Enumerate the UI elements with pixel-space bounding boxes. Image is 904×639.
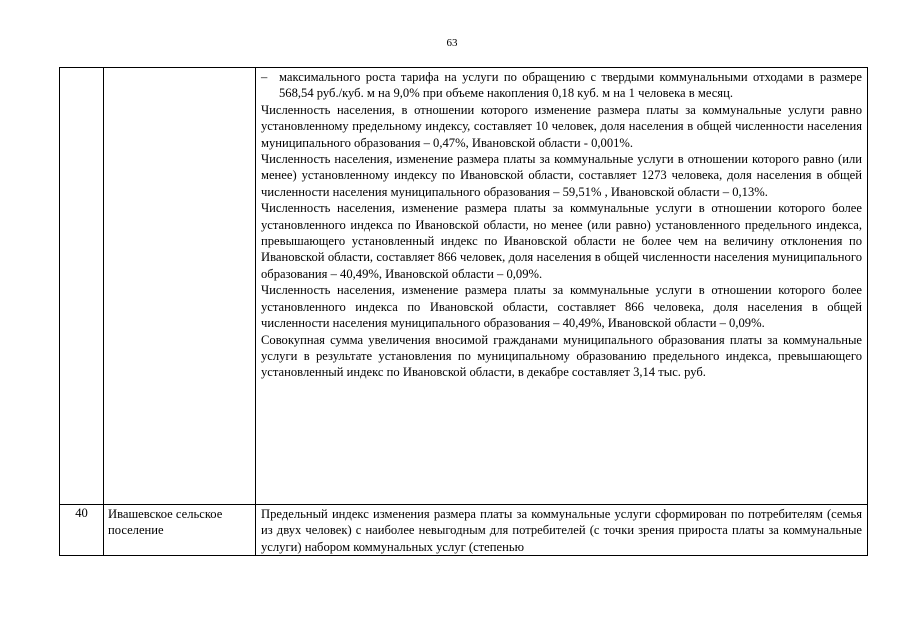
paragraph: Численность населения, изменение размера платы за коммунальные услуги в отношении которого более установленного индекса по Ивановской области, но менее (или равно) установленного предельного индекса, превышающего установленный индекс по Ивановской области не более чем на величину отклонения по Ивановской области, составляет 866 человек, доля населения в общей численности населения муниципального образования – 40,49%, Ивановской области – 0,09%. (261, 201, 862, 281)
paragraph: Предельный индекс изменения размера платы за коммунальные услуги сформирован по потребителям (семья из двух человек) с наиболее невыгодным для потребителей (с точки зрения прироста платы за коммунальные услуги) набором коммунальных услуг (степенью (261, 507, 862, 554)
description-cell (256, 505, 868, 556)
municipality-name-cell: Ивашевское сельское поселение (104, 505, 256, 556)
paragraph: Численность населения, в отношении которого изменение размера платы за коммунальные услуги равно установленному предельному индексу, составляет 10 человек, доля населения в общей численности населения муниципального образования – 0,47%, Ивановской области - 0,001%. (261, 102, 862, 150)
paragraph: Численность населения, изменение размера платы за коммунальные услуги в отношении которого равно (или менее) установленному индексу по Ивановской области, составляет 1273 человека, доля населения в общей численности населения муниципального образования – 59,51% , Ивановской области – 0,13%. (261, 152, 862, 199)
bullet-text: максимального роста тарифа на услуги по обращению с твердыми коммунальными отходами в размере 568,54 руб./куб. м на 9,0% при объеме накопления 0,18 куб. м на 1 человека в месяц. (279, 70, 862, 101)
table-row (60, 68, 868, 505)
bullet-item (261, 69, 862, 102)
paragraph: Совокупная сумма увеличения вносимой гражданами муниципального образования платы за коммунальные услуги в результате установления по муниципальному образованию предельного индекса, превышающего установленный индекс по Ивановской области, в декабре составляет 3,14 тыс. руб. (261, 332, 862, 380)
municipality-name-cell (104, 68, 256, 505)
row-number-cell: 40 (60, 505, 104, 556)
page-number: 63 (446, 37, 458, 49)
description-cell (256, 68, 868, 505)
paragraph: Численность населения, изменение размера платы за коммунальные услуги в отношении которого более установленного индекса по Ивановской области, составляет 866 человека, доля населения в общей численности населения муниципального образования – 40,49%, Ивановской области – 0,09%. (261, 283, 862, 331)
table-row (60, 505, 868, 556)
municipal-index-table (59, 67, 868, 556)
row-number-cell (60, 68, 104, 505)
bullet-dash: – (261, 70, 268, 84)
